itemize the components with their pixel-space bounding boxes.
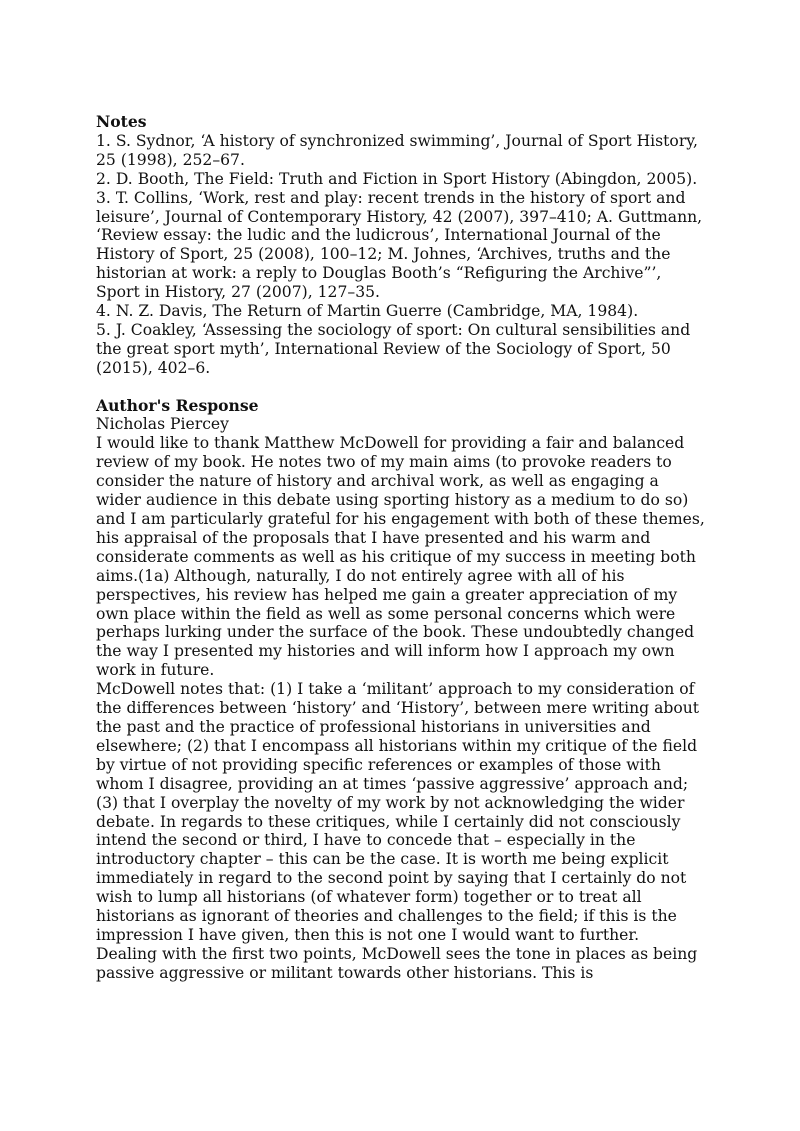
note-5: 5. J. Coakley, ‘Assessing the sociology of sport: On cultural sensibilities and the great sport myth’, International Review of the Sociology of Sport, 50 (2015), 402–6. [96, 320, 691, 377]
response-author: Nicholas Piercey [96, 415, 229, 434]
note-4: 4. N. Z. Davis, The Return of Martin Guerre (Cambridge, MA, 1984). [96, 302, 639, 321]
note-3: 3. T. Collins, ‘Work, rest and play: recent trends in the history of sport and leisure’, Journal of Contemporary History, 42 (2007), 397–410; A. Guttmann, ‘Review essay: the ludic and the ludicrous’, International Journal of the History of Sport, 25 (2008), 100–12; M. Johnes, ‘Archives, truths and the historian at work: a reply to Douglas Booth’s “Refiguring the Archive”’, Sport in History, 27 (2007), 127–35. [96, 188, 703, 302]
response-paragraph-1: I would like to thank Matthew McDowell for providing a fair and balanced review of my book. He notes two of my main aims (to provoke readers to consider the nature of history and archival work, as well as engaging a wider audience in this debate using sporting history as a medium to do so) and I am particularly grateful for his engagement with both of these themes, his appraisal of the proposals that I have presented and his warm and considerate comments as well as his critique of my success in meeting both aims.(1a) Although, naturally, I do not entirely agree with all of his perspectives, his review has helped me gain a greater appreciation of my own place within the field as well as some personal concerns which were perhaps lurking under the surface of the book. These undoubtedly changed the way I presented my histories and will inform how I approach my own work in future. [96, 434, 705, 680]
notes-heading: Notes [96, 112, 147, 131]
response-paragraph-3: Dealing with the first two points, McDowell sees the tone in places as being passive aggressive or militant towards other historians. This is [96, 944, 698, 982]
response-heading: Author's Response [96, 395, 259, 415]
note-2: 2. D. Booth, The Field: Truth and Fiction in Sport History (Abingdon, 2005). [96, 169, 698, 188]
note-1: 1. S. Sydnor, ‘A history of synchronized swimming’, Journal of Sport History, 25 (1998), 252–67. [96, 131, 698, 169]
response-paragraph-2: McDowell notes that: (1) I take a ‘militant’ approach to my consideration of the differences between ‘history’ and ‘History’, between mere writing about the past and the practice of professional historians in universities and elsewhere; (2) that I encompass all historians within my critique of the field by virtue of not providing specific references or examples of those with whom I disagree, providing an at times ‘passive aggressive’ approach and; (3) that I overplay the novelty of my work by not acknowledging the wider debate. In regards to these critiques, while I certainly did not consciously intend the second or third, I have to concede that – especially in the introductory chapter – this can be the case. It is worth me being explicit immediately in regard to the second point by saying that I certainly do not wish to lump all historians (of whatever form) together or to treat all historians as ignorant of theories and challenges to the field; if this is the impression I have given, then this is not one I would want to further. [96, 680, 700, 944]
document-page [96, 113, 706, 983]
section-gap [96, 378, 706, 397]
